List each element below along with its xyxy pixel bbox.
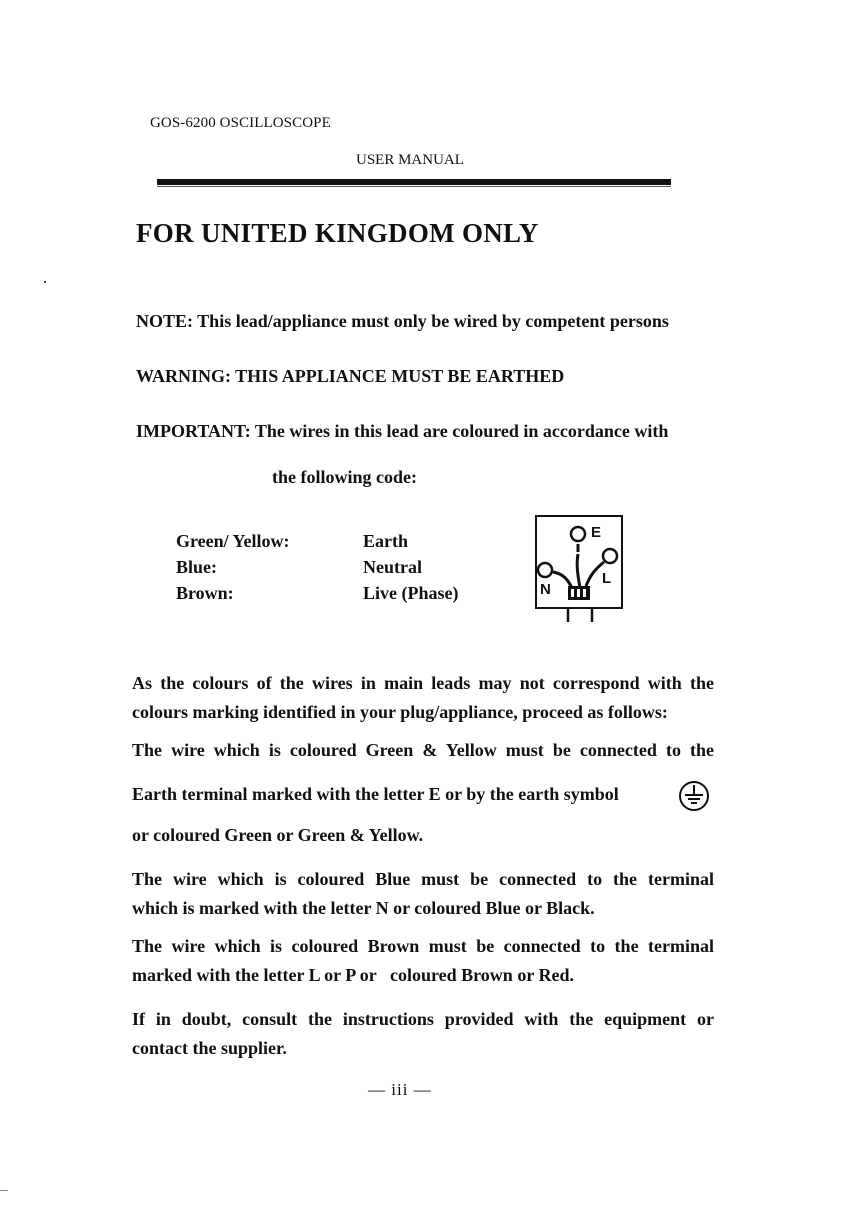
paragraph-line: which is marked with the letter N or coloured Blue or Black. (132, 898, 595, 918)
wire-colour: Green/ Yellow: (176, 531, 290, 551)
paragraph-line: marked with the letter L or P or coloured Brown or Red. (132, 965, 574, 985)
paragraph-earth (132, 736, 714, 850)
wire-function: Live (Phase) (363, 583, 459, 603)
uk-plug-wiring-icon (534, 514, 626, 624)
important-text-line2: the following code: (272, 467, 417, 487)
plug-live-label: L (602, 570, 612, 587)
header-rule-shadow (157, 186, 671, 187)
wire-function: Neutral (363, 557, 422, 577)
scan-speck (44, 281, 46, 283)
note-text: NOTE: This lead/appliance must only be wired by competent persons (136, 311, 669, 331)
wire-colour: Blue: (176, 557, 218, 577)
earth-ground-icon (677, 779, 711, 813)
plug-earth-label: E (591, 524, 602, 541)
paragraph-line: Earth terminal marked with the letter E or by the earth symbol (132, 784, 619, 804)
paragraph-doubt (132, 1005, 714, 1063)
wire-colour: Brown: (176, 583, 234, 603)
paragraph-colours (132, 669, 714, 727)
paragraph-line: colours marking identified in your plug/appliance, proceed as follows: (132, 702, 668, 722)
paragraph-blue (132, 865, 714, 923)
paragraph-line: As the colours of the wires in main leads may not correspond with the (132, 673, 714, 693)
wire-function: Earth (363, 531, 408, 551)
paragraph-line: If in doubt, consult the instructions provided with the equipment or (132, 1009, 714, 1029)
page-title: FOR UNITED KINGDOM ONLY (136, 218, 539, 248)
paragraph-line: The wire which is coloured Green & Yellow must be connected to the (132, 740, 714, 760)
plug-neutral-label: N (540, 581, 551, 598)
header-manual: USER MANUAL (356, 152, 464, 168)
paragraph-line: The wire which is coloured Brown must be connected to the terminal (132, 936, 714, 956)
paragraph-brown (132, 932, 714, 990)
important-text-line1: IMPORTANT: The wires in this lead are coloured in accordance with (136, 421, 669, 441)
header-model: GOS-6200 OSCILLOSCOPE (150, 115, 331, 131)
scan-edge-mark (0, 1190, 8, 1191)
paragraph-line: or coloured Green or Green & Yellow. (132, 825, 424, 845)
page-number: — iii — (368, 1080, 432, 1099)
header-rule (157, 179, 671, 185)
paragraph-line: The wire which is coloured Blue must be connected to the terminal (132, 869, 714, 889)
paragraph-line: contact the supplier. (132, 1038, 287, 1058)
warning-text: WARNING: THIS APPLIANCE MUST BE EARTHED (136, 366, 565, 386)
